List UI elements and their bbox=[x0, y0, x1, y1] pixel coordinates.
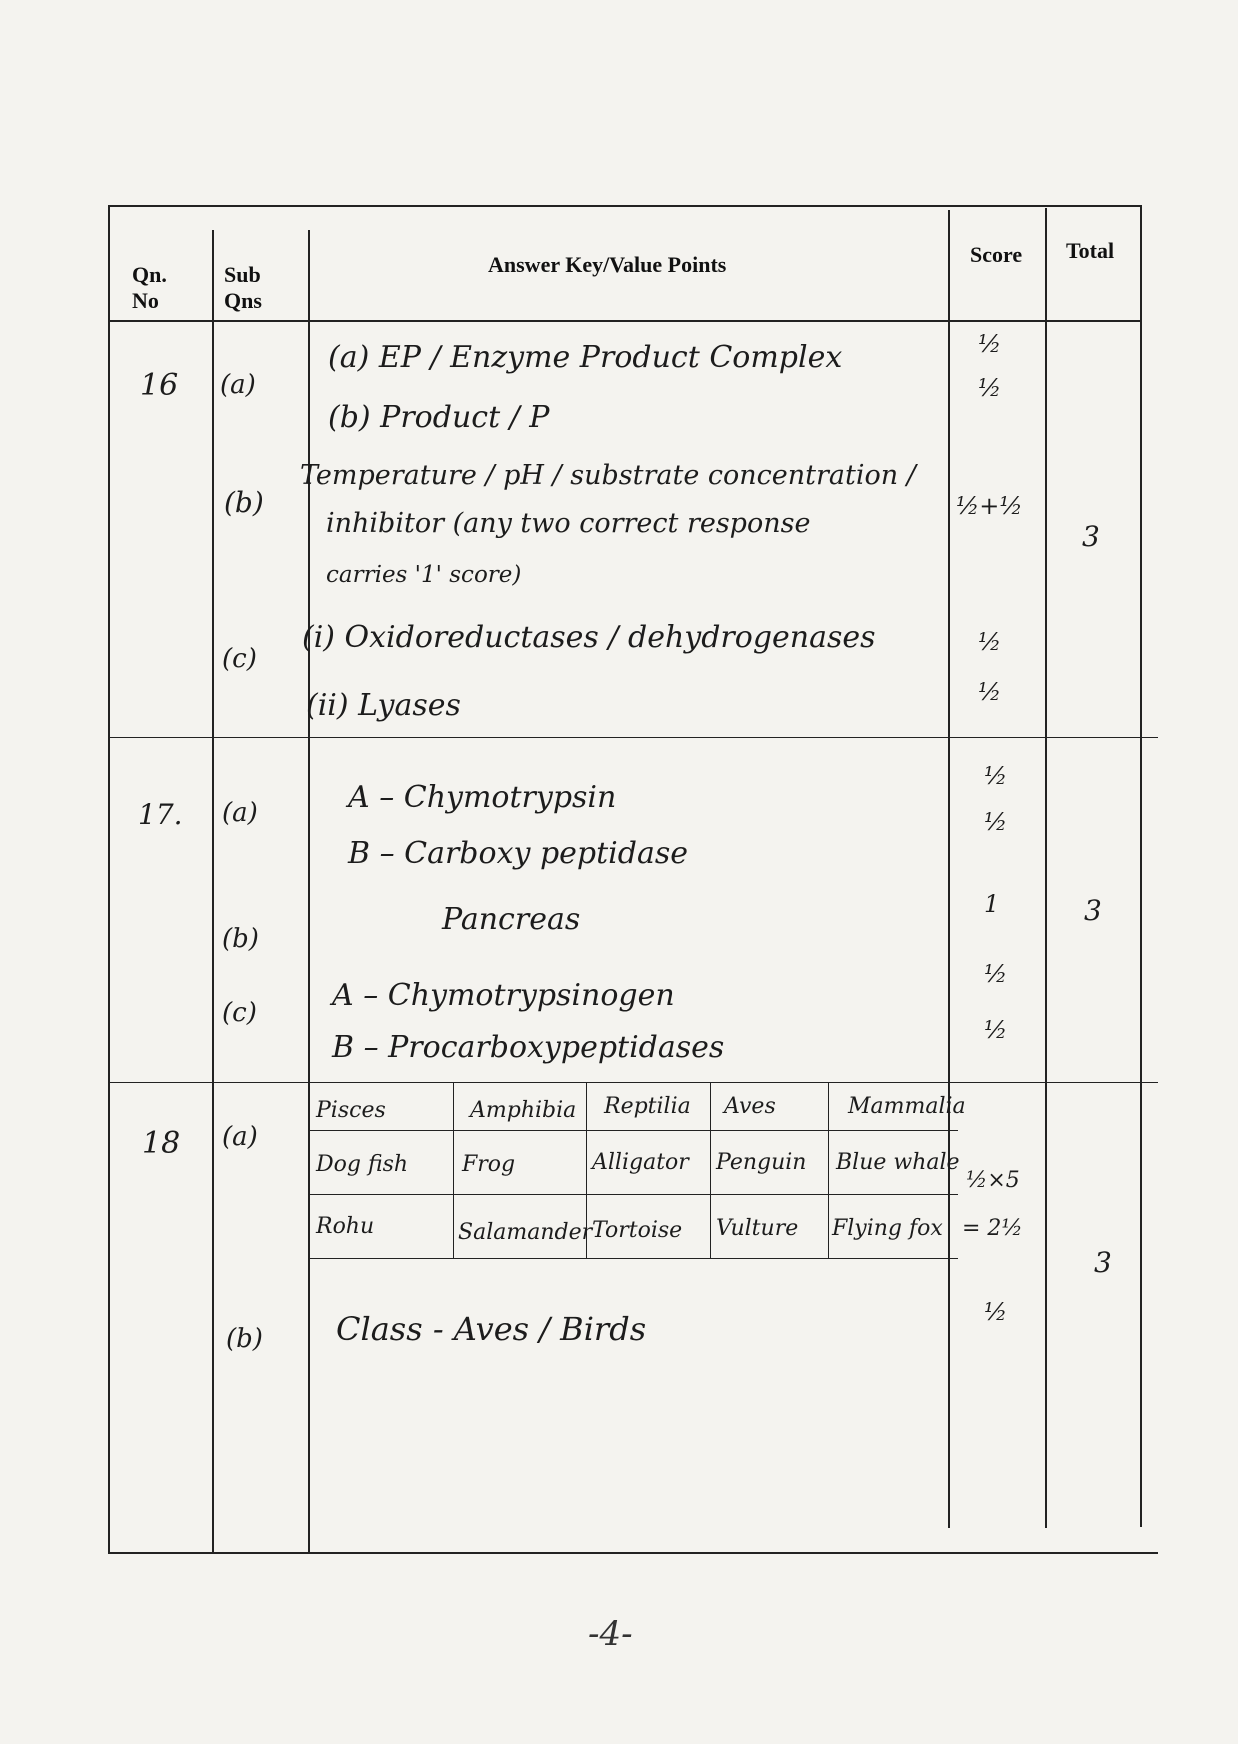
class-row1-amphibia: Frog bbox=[462, 1152, 516, 1177]
table-right-border bbox=[1140, 205, 1142, 1527]
page-number: -4- bbox=[588, 1614, 633, 1654]
q18-number: 18 bbox=[142, 1126, 181, 1161]
header-score: Score bbox=[970, 242, 1023, 267]
col-sep-answer bbox=[948, 210, 950, 1528]
q17-total: 3 bbox=[1084, 894, 1102, 927]
q17-c-label: (c) bbox=[222, 998, 257, 1028]
q16-b-score: ½+½ bbox=[956, 492, 1023, 520]
q16-c-score-2: ½ bbox=[978, 678, 1002, 706]
class-table-col-sep-4 bbox=[828, 1082, 829, 1259]
table-bottom-border bbox=[108, 1552, 1158, 1554]
header-answer-key: Answer Key/Value Points bbox=[488, 252, 727, 277]
q16-a-score-2: ½ bbox=[978, 374, 1002, 402]
q17-number: 17. bbox=[138, 798, 183, 831]
header-bottom-rule bbox=[108, 320, 1142, 322]
class-row1-aves: Penguin bbox=[716, 1150, 807, 1175]
q16-c-line-2: (ii) Lyases bbox=[306, 688, 461, 723]
class-table-col-sep-3 bbox=[710, 1082, 711, 1259]
class-row2-reptilia: Tortoise bbox=[592, 1218, 683, 1243]
class-header-reptilia: Reptilia bbox=[604, 1094, 691, 1119]
header-sub-qns: Sub Qns bbox=[224, 262, 262, 313]
q16-c-line-1: (i) Oxidoreductases / dehydrogenases bbox=[302, 620, 876, 655]
q17-b-score: 1 bbox=[984, 890, 1000, 918]
q16-a-score-1: ½ bbox=[978, 330, 1002, 358]
q17-a-score-1: ½ bbox=[984, 762, 1008, 790]
class-header-mammalia: Mammalia bbox=[848, 1094, 966, 1119]
q17-a-label: (a) bbox=[222, 798, 258, 828]
q18-a-score-1: ½×5 bbox=[966, 1168, 1020, 1193]
q18-b-line-1: Class - Aves / Birds bbox=[336, 1310, 647, 1348]
q17-c-score-2: ½ bbox=[984, 1016, 1008, 1044]
q17-a-line-1: A – Chymotrypsin bbox=[348, 780, 617, 815]
class-row2-amphibia: Salamander bbox=[458, 1220, 593, 1245]
q17-c-line-1: A – Chymotrypsinogen bbox=[332, 978, 675, 1013]
q18-b-score: ½ bbox=[984, 1298, 1008, 1326]
class-header-amphibia: Amphibia bbox=[470, 1098, 577, 1123]
q17-a-score-2: ½ bbox=[984, 808, 1008, 836]
class-row2-mammalia: Flying fox bbox=[832, 1216, 943, 1241]
table-top-border bbox=[108, 205, 1140, 207]
class-table-row-sep-2 bbox=[310, 1194, 958, 1195]
class-row1-mammalia: Blue whale bbox=[836, 1150, 960, 1175]
col-sep-sub bbox=[308, 230, 310, 1553]
q17-c-line-2: B – Procarboxypeptidases bbox=[332, 1030, 725, 1065]
q17-c-score-1: ½ bbox=[984, 960, 1008, 988]
col-sep-qn bbox=[212, 230, 214, 1553]
q17-a-line-2: B – Carboxy peptidase bbox=[348, 836, 689, 871]
q17-b-line-1: Pancreas bbox=[442, 902, 581, 937]
q16-b-label: (b) bbox=[224, 486, 264, 519]
q16-b-line-1: Temperature / pH / substrate concentration / bbox=[300, 460, 916, 491]
class-row2-aves: Vulture bbox=[716, 1216, 799, 1241]
col-sep-score bbox=[1045, 208, 1047, 1528]
q16-a-label: (a) bbox=[220, 370, 256, 400]
header-qn-no: Qn. No bbox=[132, 262, 167, 313]
q18-b-label: (b) bbox=[226, 1324, 263, 1354]
class-table-bottom bbox=[310, 1258, 958, 1259]
q18-a-score-2: = 2½ bbox=[962, 1216, 1023, 1241]
class-header-aves: Aves bbox=[724, 1094, 776, 1119]
q16-c-label: (c) bbox=[222, 644, 257, 674]
class-row1-pisces: Dog fish bbox=[316, 1152, 409, 1177]
class-row1-reptilia: Alligator bbox=[592, 1150, 689, 1175]
table-left-border bbox=[108, 205, 110, 1553]
q16-number: 16 bbox=[140, 368, 179, 403]
header-total: Total bbox=[1066, 238, 1115, 263]
q16-c-score-1: ½ bbox=[978, 628, 1002, 656]
row-sep-16-17 bbox=[108, 737, 1158, 738]
q16-total: 3 bbox=[1082, 520, 1100, 553]
q17-b-label: (b) bbox=[222, 924, 259, 954]
q16-b-line-3: carries '1' score) bbox=[326, 562, 522, 588]
q16-b-line-2: inhibitor (any two correct response bbox=[326, 508, 811, 539]
class-table-row-sep-1 bbox=[310, 1130, 958, 1131]
row-sep-17-18 bbox=[108, 1082, 1158, 1083]
q16-a-line-2: (b) Product / P bbox=[328, 400, 550, 435]
q16-a-line-1: (a) EP / Enzyme Product Complex bbox=[328, 340, 843, 375]
q18-total: 3 bbox=[1094, 1246, 1112, 1279]
q18-a-label: (a) bbox=[222, 1122, 258, 1152]
class-table-col-sep-1 bbox=[453, 1082, 454, 1259]
class-header-pisces: Pisces bbox=[316, 1098, 386, 1123]
class-row2-pisces: Rohu bbox=[316, 1214, 375, 1239]
